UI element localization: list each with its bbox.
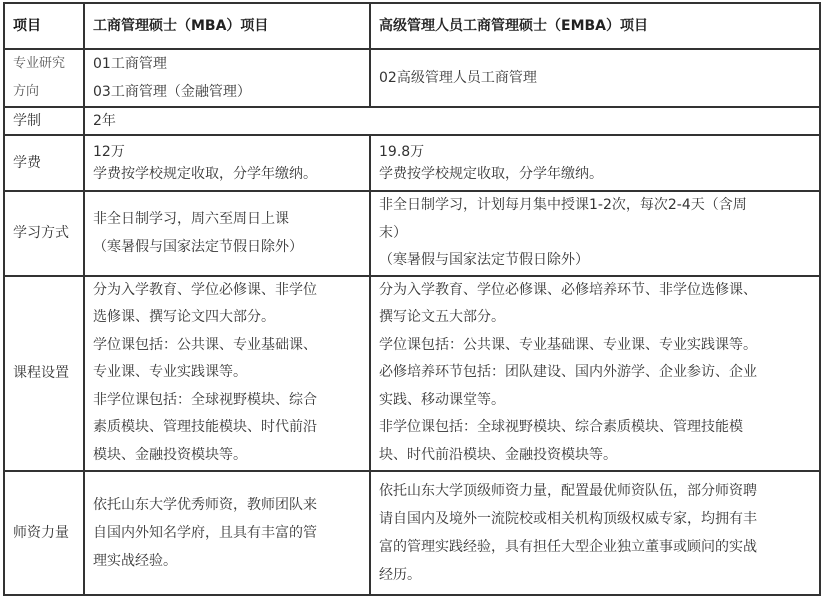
table-row-duration: [4, 107, 820, 135]
table-row-study-mode: [4, 191, 820, 276]
emba-curriculum-cell: [370, 276, 820, 471]
mba-tuition-note: 学费按学校规定收取，分学年缴纳。: [93, 166, 317, 182]
emba-study-mode-cell: [370, 191, 820, 276]
row-label-curriculum: [4, 276, 84, 471]
mba-curriculum-line: 选修课、撰写论文四大部分。: [93, 309, 275, 326]
emba-tuition-amount: 19.8万: [379, 144, 425, 160]
table-header-row: [4, 3, 820, 49]
emba-curriculum-line: 非学位课包括：全球视野模块、综合素质模块、管理技能模: [379, 419, 743, 436]
row-label-duration: [4, 107, 84, 135]
table-row-curriculum: [4, 276, 820, 471]
mba-direction-item: 01工商管理: [93, 56, 167, 72]
header-mba-cell: [84, 3, 370, 49]
row-label-study-mode: [4, 191, 84, 276]
emba-faculty-cell: [370, 471, 820, 595]
row-label-line: 专业研究: [13, 56, 66, 71]
emba-study-mode-line: 非全日制学习，计划每月集中授课1-2次，每次2-4天（含周: [379, 197, 747, 213]
row-label-text: 学习方式: [13, 225, 69, 242]
emba-curriculum-line: 撰写论文五大部分。: [379, 309, 505, 326]
mba-tuition-amount: 12万: [93, 144, 125, 160]
mba-direction-item: 03工商管理（金融管理）: [93, 84, 251, 100]
mba-research-direction-cell: [84, 49, 370, 107]
row-label-text: 课程设置: [13, 365, 69, 381]
duration-shared-cell: [84, 107, 820, 135]
table-row-tuition: [4, 135, 820, 191]
row-label-tuition: [4, 135, 84, 191]
mba-curriculum-line: 非学位课包括：全球视野模块、综合: [93, 391, 317, 408]
mba-curriculum-cell: [84, 276, 370, 471]
header-emba-cell: [370, 3, 820, 49]
mba-faculty-line: 理实战经验。: [93, 552, 177, 569]
row-label-faculty: [4, 471, 84, 595]
emba-curriculum-line: 实践、移动课堂等。: [379, 391, 505, 408]
header-emba-title: 高级管理人员工商管理硕士（EMBA）项目: [379, 18, 648, 34]
header-item-cell: [4, 3, 84, 49]
emba-study-mode-line: 末）: [379, 224, 407, 241]
table-row-research-direction: [4, 49, 820, 107]
mba-faculty-cell: [84, 471, 370, 595]
duration-value: 2年: [93, 113, 116, 129]
emba-tuition-cell: [370, 135, 820, 191]
row-label-text: 学制: [13, 113, 41, 129]
mba-faculty-line: 依托山东大学优秀师资，教师团队来: [93, 496, 317, 513]
emba-faculty-line: 富的管理实践经验，具有担任大型企业独立董事或顾问的实战: [379, 538, 757, 555]
emba-curriculum-line: 学位课包括：公共课、专业基础课、专业课、专业实践课等。: [379, 336, 757, 353]
row-label-text: 师资力量: [13, 524, 69, 541]
emba-faculty-line: 依托山东大学顶级师资力量，配置最优师资队伍，部分师资聘: [379, 482, 757, 499]
mba-curriculum-line: 学位课包括：公共课、专业基础课、: [93, 336, 317, 353]
mba-tuition-cell: [84, 135, 370, 191]
mba-faculty-line: 自国内外知名学府，且具有丰富的管: [93, 524, 317, 541]
mba-curriculum-line: 模块、金融投资模块等。: [93, 446, 247, 463]
emba-curriculum-line: 必修培养环节包括：团队建设、国内外游学、企业参访、企业: [379, 364, 757, 381]
row-label-text: 学费: [13, 155, 41, 171]
emba-curriculum-line: 块、时代前沿模块、金融投资模块等。: [379, 446, 617, 463]
mba-study-mode-line: （寒暑假与国家法定节假日除外）: [93, 239, 303, 256]
emba-direction-item: 02高级管理人员工商管理: [379, 70, 537, 86]
emba-curriculum-line: 分为入学教育、学位必修课、必修培养环节、非学位选修课、: [379, 281, 757, 298]
header-mba-title: 工商管理硕士（MBA）项目: [93, 18, 269, 34]
emba-faculty-line: 经历。: [379, 566, 421, 583]
emba-study-mode-line: （寒暑假与国家法定节假日除外）: [379, 252, 589, 268]
emba-research-direction-cell: [370, 49, 820, 107]
emba-tuition-note: 学费按学校规定收取，分学年缴纳。: [379, 166, 603, 182]
emba-faculty-line: 请自国内及境外一流院校或相关机构顶级权威专家，均拥有丰: [379, 510, 757, 527]
table-row-faculty: [4, 471, 820, 595]
mba-curriculum-line: 分为入学教育、学位必修课、非学位: [93, 281, 317, 298]
mba-curriculum-line: 素质模块、管理技能模块、时代前沿: [93, 419, 317, 436]
row-label-line: 方向: [13, 84, 40, 99]
mba-curriculum-line: 专业课、专业实践课等。: [93, 364, 247, 381]
mba-study-mode-cell: [84, 191, 370, 276]
row-label-research-direction: [4, 49, 84, 107]
mba-study-mode-line: 非全日制学习，周六至周日上课: [93, 211, 289, 228]
program-comparison-table: [3, 2, 821, 596]
header-item-label: 项目: [13, 18, 41, 34]
